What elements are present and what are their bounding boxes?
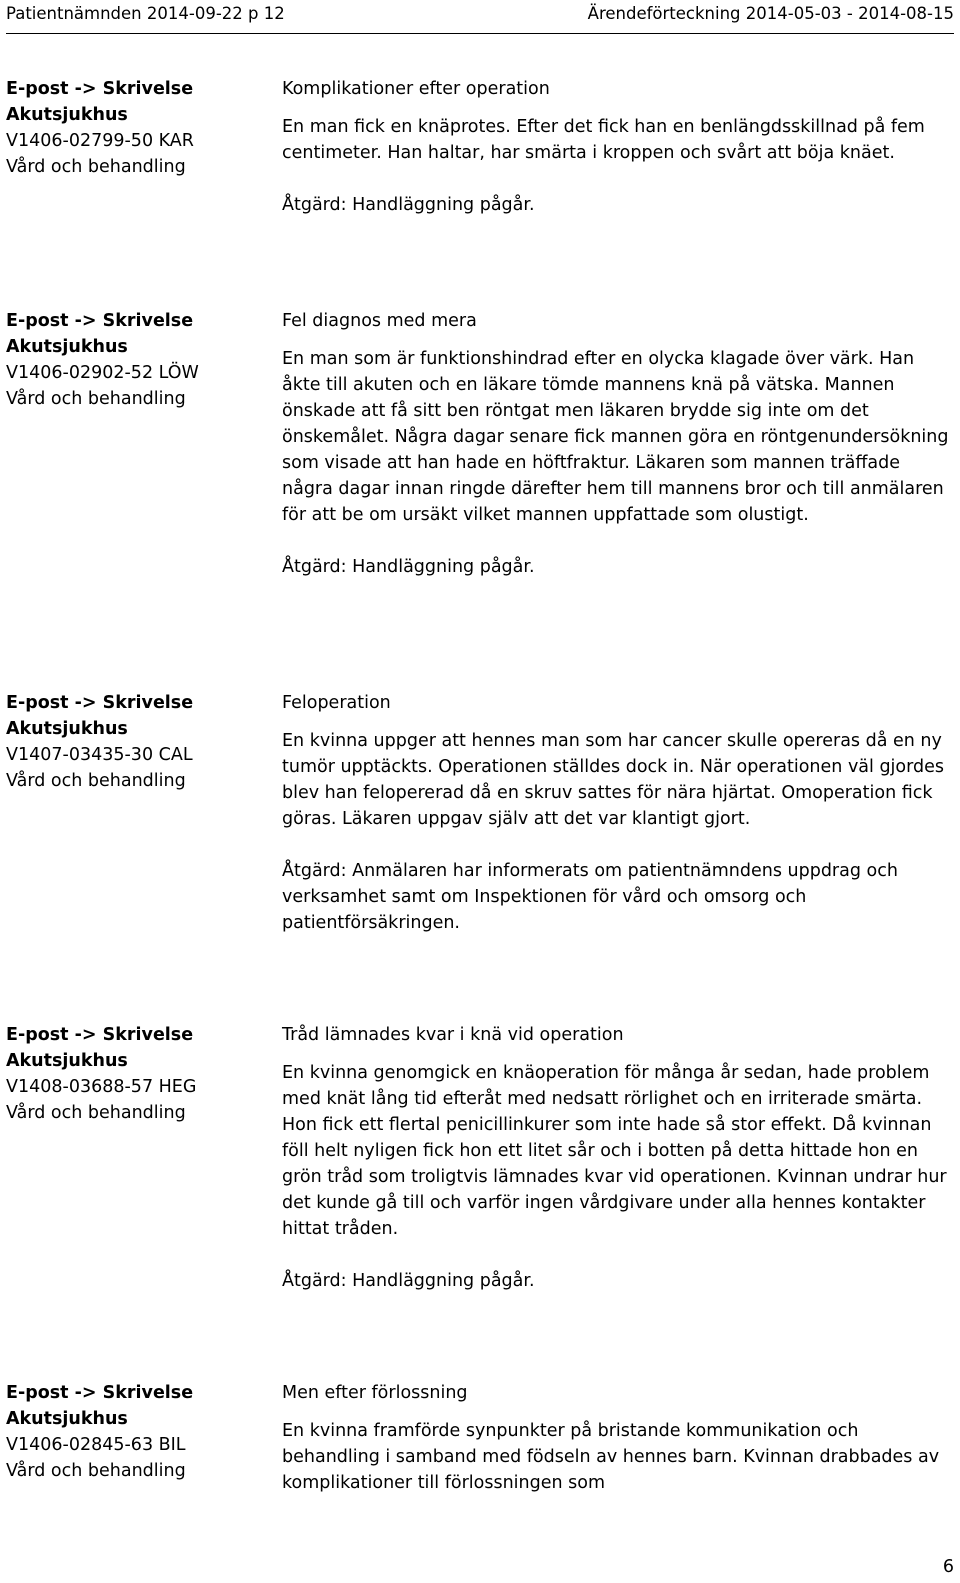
case-action: Åtgärd: Handläggning pågår. — [282, 557, 535, 577]
case-body: En kvinna framförde synpunkter på bristande kommunikation och behandling i samband med födseln av hennes barn. Kvinnan drabbades av komplikationer till förlossningen som — [282, 1421, 940, 1493]
case-body: En kvinna uppger att hennes man som har cancer skulle opereras då en ny tumör upptäckts. Operationen ställdes dock in. När operationen väl gjordes blev han felopererad då en skruv sattes för nära hjärtat. Omoperation fick göras. Läkaren uppgav själv att det var klantigt gjort. — [282, 731, 945, 829]
case-unit: Akutsjukhus — [6, 719, 128, 739]
case-unit: Akutsjukhus — [6, 1409, 128, 1429]
case-unit: Akutsjukhus — [6, 337, 128, 357]
case-content — [282, 1022, 952, 1294]
page-number: 6 — [942, 1557, 954, 1577]
case-content — [282, 690, 952, 936]
case-content — [282, 308, 952, 580]
case-title: Men efter förlossning — [282, 1383, 468, 1403]
page-header — [6, 0, 954, 34]
case-action: Åtgärd: Handläggning pågår. — [282, 1271, 535, 1291]
case-action: Åtgärd: Anmälaren har informerats om patientnämndens uppdrag och verksamhet samt om Inspektionen för vård och omsorg och patientförsäkringen. — [282, 861, 898, 933]
case-body: En man som är funktionshindrad efter en olycka klagade över värk. Han åkte till akuten och en läkare tömde mannens knä på vätska. Mannen önskade att få sitt ben röntgat men läkaren brydde sig inte om det önskemålet. Några dagar senare fick mannen göra en röntgenundersökning som visade att han hade en höftfraktur. Läkaren som mannen träffade några dagar innan ringde därefter hem till mannens bror och till anmälaren för att be om ursäkt vilket mannen uppfattade som olustigt. — [282, 349, 949, 525]
case-title: Feloperation — [282, 693, 391, 713]
header-right: Ärendeförteckning 2014-05-03 - 2014-08-15 — [587, 4, 954, 23]
case-title: Fel diagnos med mera — [282, 311, 477, 331]
case-id: V1407-03435-30 CAL — [6, 745, 193, 765]
case-id: V1406-02799-50 KAR — [6, 131, 194, 151]
case-channel: E-post -> Skrivelse — [6, 1025, 194, 1045]
case-meta — [6, 1380, 268, 1484]
case-category: Vård och behandling — [6, 1461, 186, 1481]
case-category: Vård och behandling — [6, 157, 186, 177]
case-action: Åtgärd: Handläggning pågår. — [282, 195, 535, 215]
case-meta — [6, 76, 268, 180]
case-meta — [6, 308, 268, 412]
case-id: V1408-03688-57 HEG — [6, 1077, 197, 1097]
case-unit: Akutsjukhus — [6, 1051, 128, 1071]
case-meta — [6, 1022, 268, 1126]
case-content — [282, 76, 952, 218]
case-category: Vård och behandling — [6, 771, 186, 791]
case-channel: E-post -> Skrivelse — [6, 79, 194, 99]
case-channel: E-post -> Skrivelse — [6, 311, 194, 331]
case-unit: Akutsjukhus — [6, 105, 128, 125]
case-channel: E-post -> Skrivelse — [6, 693, 194, 713]
case-category: Vård och behandling — [6, 1103, 186, 1123]
case-category: Vård och behandling — [6, 389, 186, 409]
case-channel: E-post -> Skrivelse — [6, 1383, 194, 1403]
header-left: Patientnämnden 2014-09-22 p 12 — [6, 4, 285, 23]
case-id: V1406-02902-52 LÖW — [6, 363, 199, 383]
case-id: V1406-02845-63 BIL — [6, 1435, 186, 1455]
case-body: En kvinna genomgick en knäoperation för många år sedan, hade problem med knät lång tid efteråt med nedsatt rörlighet och en irriterade smärta. Hon fick ett flertal penicillinkurer som inte hade så stor effekt. Då kvinnan föll helt nyligen fick hon ett litet sår och i botten på detta hittade hon en grön tråd som troligtvis lämnades kvar vid operationen. Kvinnan undrar hur det kunde gå till och varför ingen vårdgivare under alla hennes kontakter hittat tråden. — [282, 1063, 947, 1239]
case-meta — [6, 690, 268, 794]
case-content — [282, 1380, 952, 1522]
case-title: Tråd lämnades kvar i knä vid operation — [282, 1025, 624, 1045]
case-title: Komplikationer efter operation — [282, 79, 550, 99]
case-body: En man fick en knäprotes. Efter det fick han en benlängdsskillnad på fem centimeter. Han haltar, har smärta i kroppen och svårt att böja knäet. — [282, 117, 925, 163]
